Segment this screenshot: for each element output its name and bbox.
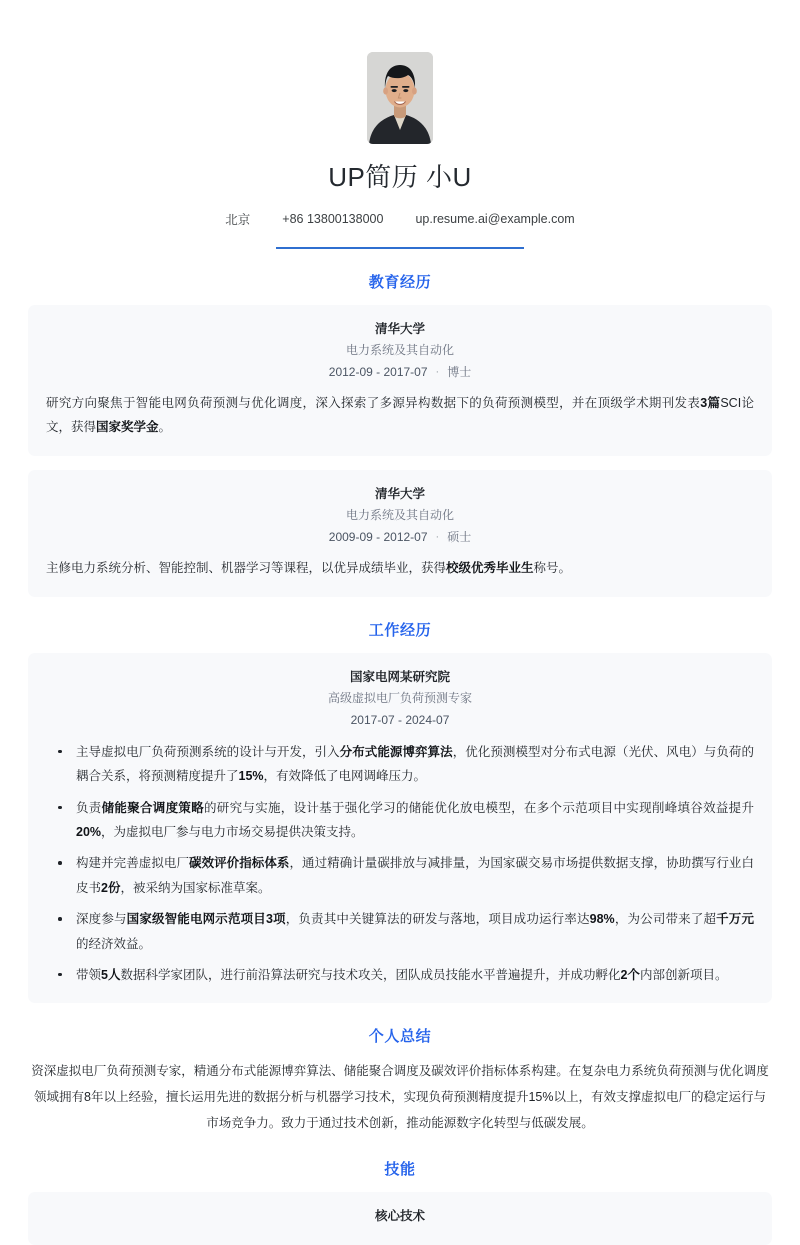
meta-separator-dot: · [435, 365, 440, 378]
education-degree: 博士 [447, 364, 472, 379]
summary-text: 资深虚拟电厂负荷预测专家，精通分布式能源博弈算法、储能聚合调度及碳效评价指标体系构建。在复杂电力系统负荷预测与优化调度领域拥有8年以上经验，擅长运用先进的数据分析与机器学习技术，实现负荷预测精度提升15%以上，有效支撑虚拟电厂的稳定运行与市场竞争力。致力于通过技术创新，推动能源数字化转型与低碳发展。 [31, 1064, 769, 1130]
section-skills [28, 1158, 772, 1245]
education-school: 清华大学 [374, 486, 425, 501]
education-entry [28, 470, 772, 597]
work-bullet [46, 907, 754, 956]
work-bullet-list [46, 740, 754, 987]
skills-card [28, 1192, 772, 1245]
work-bullet [46, 796, 754, 845]
education-meta [46, 526, 754, 548]
education-major: 电力系统及其自动化 [345, 507, 454, 522]
contact-location: 北京 [225, 212, 251, 227]
resume-header [28, 0, 772, 249]
education-period: 2009-09 - 2012-07 [328, 529, 428, 544]
page-title: UP简历 小U [328, 162, 472, 192]
section-title-education: 教育经历 [368, 273, 432, 291]
work-job-title: 高级虚拟电厂负荷预测专家 [327, 690, 472, 705]
education-entry-head [46, 319, 754, 383]
work-bullet-text: 主导虚拟电厂负荷预测系统的设计与开发，引入分布式能源博弈算法，优化预测模型对分布式电源（光伏、风电）与负荷的耦合关系，将预测精度提升了15%，有效降低了电网调峰压力。 [76, 744, 754, 784]
work-bullet [46, 851, 754, 900]
education-school: 清华大学 [374, 321, 425, 336]
education-entries [28, 305, 772, 597]
work-meta [46, 709, 754, 731]
meta-separator-dot: · [435, 530, 440, 543]
work-period: 2017-07 - 2024-07 [350, 712, 450, 727]
work-bullet-text: 深度参与国家级智能电网示范项目3项，负责其中关键算法的研发与落地，项目成功运行率达98%，为公司带来了超千万元的经济效益。 [76, 912, 754, 951]
section-title-summary: 个人总结 [368, 1028, 432, 1046]
work-bullet-text: 负责储能聚合调度策略的研究与实施，设计基于强化学习的储能优化放电模型，在多个示范项目中实现削峰填谷效益提升20%，为虚拟电厂参与电力市场交易提供决策支持。 [76, 800, 754, 840]
education-period: 2012-09 - 2017-07 [328, 364, 428, 379]
work-entry-head [46, 667, 754, 731]
education-meta [46, 361, 754, 383]
section-summary [28, 1025, 772, 1136]
skill-group-title: 核心技术 [374, 1209, 425, 1224]
avatar [367, 52, 433, 144]
work-bullet [46, 963, 754, 987]
education-description: 主修电力系统分析、智能控制、机器学习等课程，以优异成绩毕业，获得校级优秀毕业生称号。 [46, 561, 572, 576]
education-entry-head [46, 484, 754, 548]
work-bullet-text: 构建并完善虚拟电厂碳效评价指标体系，通过精确计量碳排放与减排量，为国家碳交易市场提供数据支撑，协助撰写行业白皮书2份，被采纳为国家标准草案。 [76, 856, 754, 895]
contact-row [28, 210, 772, 228]
section-education [28, 271, 772, 597]
education-description: 研究方向聚焦于智能电网负荷预测与优化调度，深入探索了多源异构数据下的负荷预测模型，并在顶级学术期刊发表3篇SCI论文，获得国家奖学金。 [46, 395, 754, 435]
contact-email: up.resume.ai@example.com [415, 211, 575, 226]
education-major: 电力系统及其自动化 [345, 342, 454, 357]
work-entry [28, 653, 772, 1004]
work-company: 国家电网某研究院 [349, 669, 450, 684]
section-work [28, 619, 772, 1004]
work-bullet-text: 带领5人数据科学家团队，进行前沿算法研究与技术攻关，团队成员技能水平普遍提升，并成功孵化2个内部创新项目。 [76, 967, 728, 982]
work-bullet [46, 740, 754, 789]
contact-phone: +86 13800138000 [282, 211, 384, 226]
education-entry [28, 305, 772, 456]
education-degree: 硕士 [447, 529, 472, 544]
section-title-skills: 技能 [384, 1161, 416, 1179]
header-divider [276, 247, 524, 249]
section-title-work: 工作经历 [368, 621, 432, 639]
